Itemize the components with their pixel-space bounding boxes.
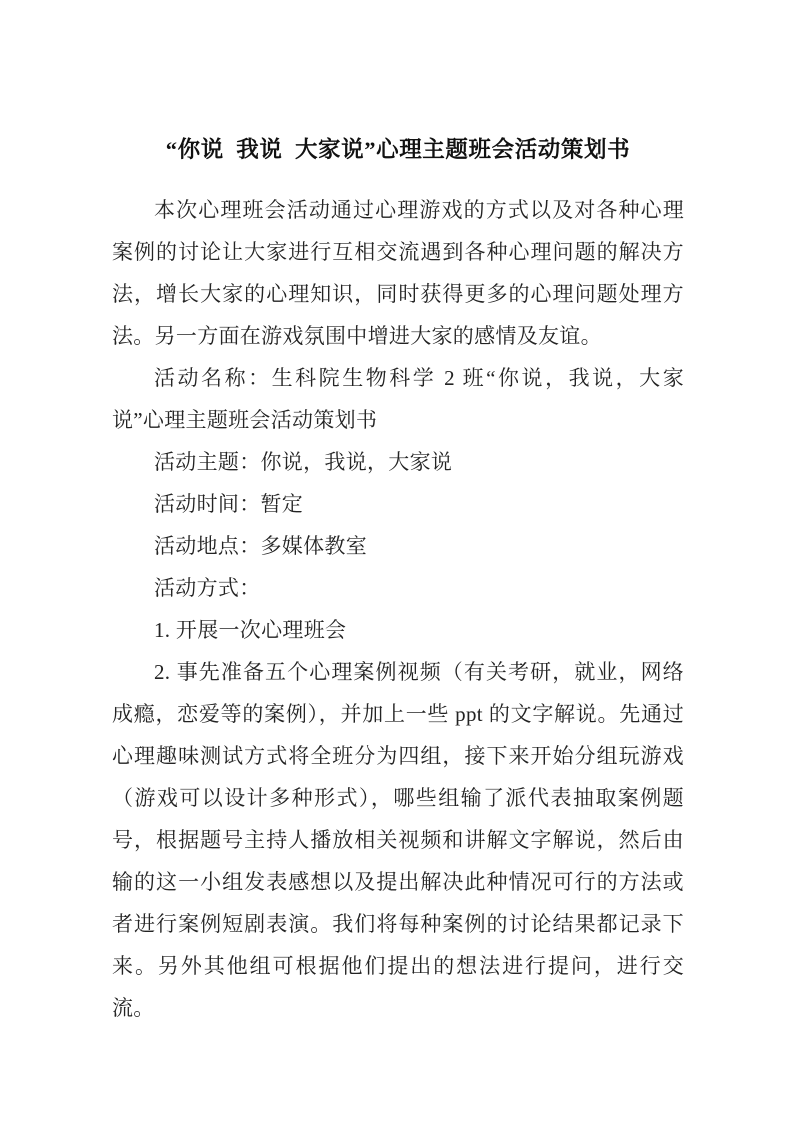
paragraph-activity-theme: 活动主题：你说，我说，大家说 <box>154 450 453 474</box>
document-body <box>112 189 684 1029</box>
paragraph-intro: 本次心理班会活动通过心理游戏的方式以及对各种心理案例的讨论让大家进行互相交流遇到各种心理问题的解决方法，增长大家的心理知识，同时获得更多的心理问题处理方法。另一方面在游戏氛围中增进大家的感情及友谊。 <box>112 198 684 348</box>
paragraph-activity-time: 活动时间：暂定 <box>154 492 304 516</box>
list-item-1: 1. 开展一次心理班会 <box>154 618 347 642</box>
list-item-2: 2. 事先准备五个心理案例视频（有关考研，就业，网络成瘾，恋爱等的案例），并加上一些 ppt 的文字解说。先通过心理趣味测试方式将全班分为四组，接下来开始分组玩游戏（游戏可以设计多种形式），哪些组输了派代表抽取案例题号，根据题号主持人播放相关视频和讲解文字解说，然后由输的这一小组发表感想以及提出解决此种情况可行的方法或者进行案例短剧表演。我们将每种案例的讨论结果都记录下来。另外其他组可根据他们提出的想法进行提问，进行交流。 <box>112 660 684 1020</box>
paragraph-activity-method-heading: 活动方式： <box>154 576 261 600</box>
paragraph-activity-place: 活动地点：多媒体教室 <box>154 534 367 558</box>
document-title: “你说 我说 大家说”心理主题班会活动策划书 <box>165 137 631 162</box>
document-content <box>112 0 684 1029</box>
paragraph-activity-name: 活动名称：生科院生物科学 2 班“你说，我说，大家说”心理主题班会活动策划书 <box>112 366 684 432</box>
